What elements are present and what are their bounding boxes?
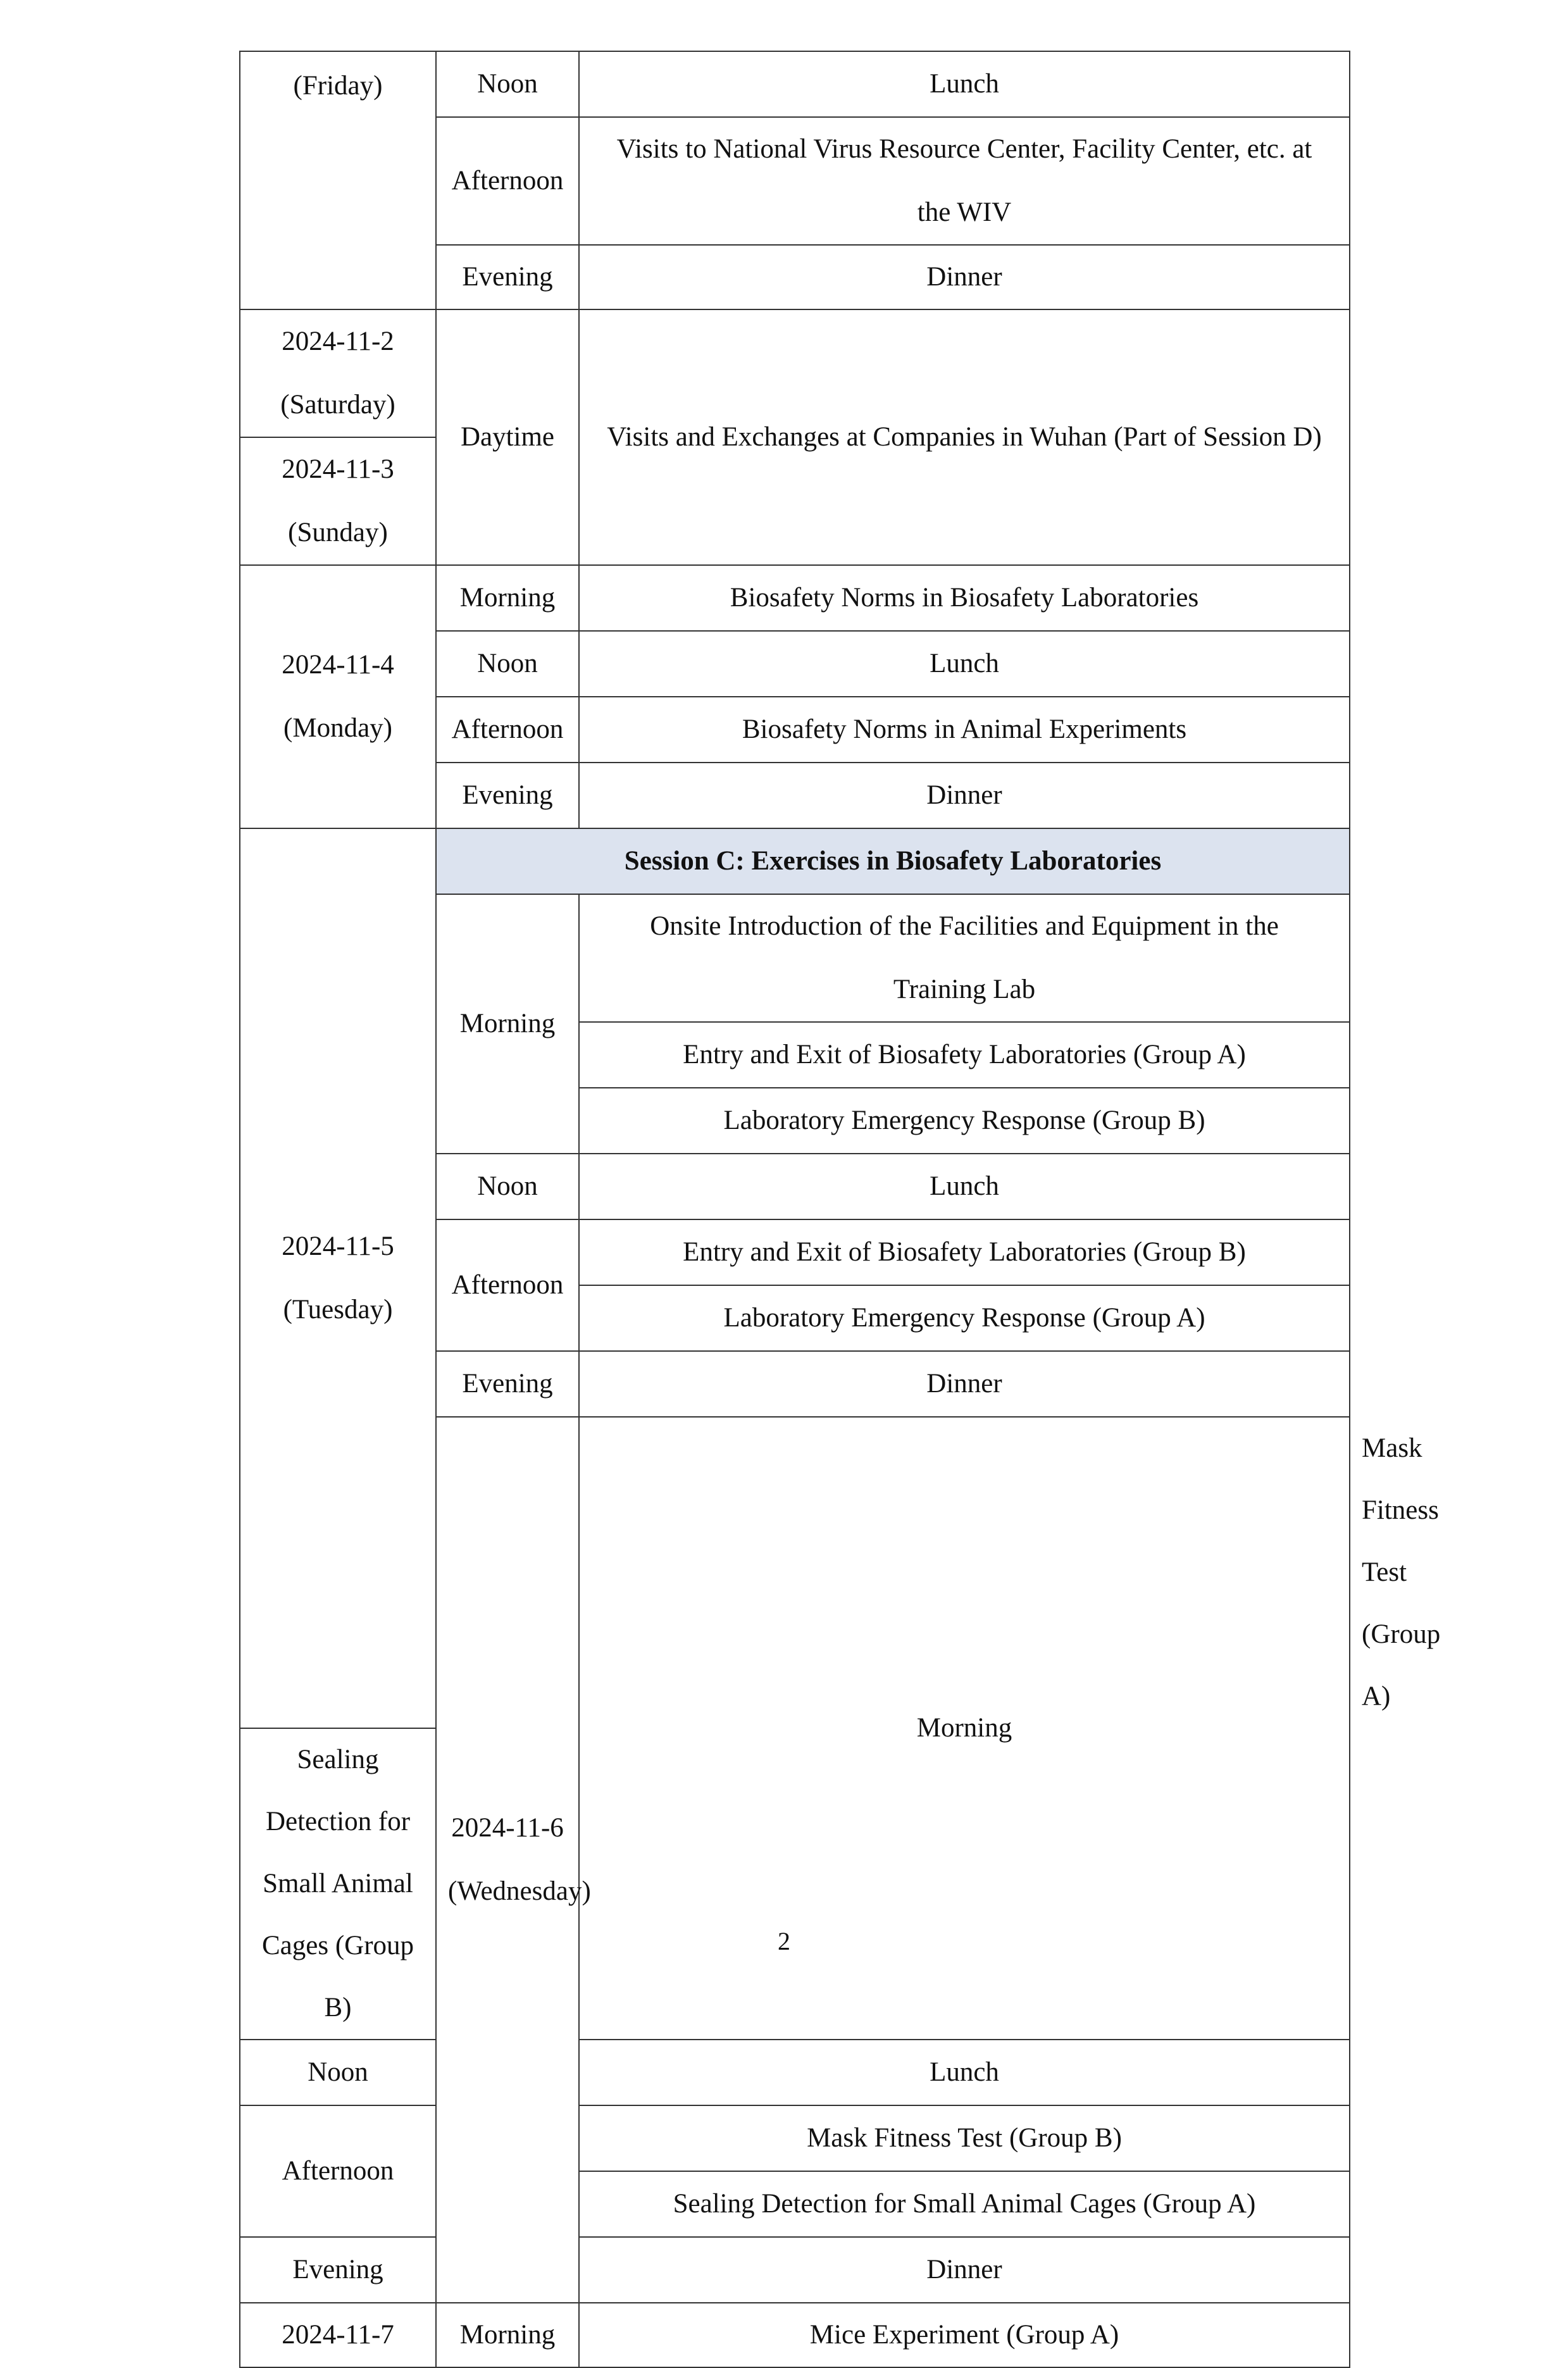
time-cell: Noon: [436, 631, 579, 697]
activity-line: Training Lab: [893, 975, 1036, 1004]
date-day: (Tuesday): [283, 1295, 393, 1324]
table-row: [240, 2303, 1350, 2367]
activity-cell: Laboratory Emergency Response (Group A): [579, 1285, 1350, 1351]
date-cell: 2024-11-7: [240, 2303, 436, 2367]
activity-cell: Lunch: [579, 1154, 1350, 1219]
time-cell: Evening: [436, 245, 579, 309]
date-value: 2024-11-3: [282, 454, 394, 484]
table-row: [240, 828, 1350, 894]
time-cell: Daytime: [436, 309, 579, 565]
activity-cell: [579, 117, 1350, 245]
time-cell: Afternoon: [240, 2105, 436, 2237]
time-cell: Morning: [436, 2303, 579, 2367]
activity-cell: Sealing Detection for Small Animal Cages (Group A): [579, 2171, 1350, 2237]
date-cell: [240, 828, 436, 1728]
time-cell: Evening: [240, 2237, 436, 2303]
time-cell: Afternoon: [436, 697, 579, 763]
date-day: (Sunday): [288, 518, 388, 547]
date-day: (Wednesday): [448, 1876, 591, 1906]
time-cell: Evening: [436, 763, 579, 828]
time-cell: Morning: [436, 565, 579, 631]
time-cell: Afternoon: [436, 1219, 579, 1351]
time-cell: Noon: [436, 1154, 579, 1219]
session-header: Session C: Exercises in Biosafety Laboratories: [436, 828, 1350, 894]
time-cell: Afternoon: [436, 117, 579, 245]
date-cell: [240, 309, 436, 437]
activity-cell: Biosafety Norms in Animal Experiments: [579, 697, 1350, 763]
activity-cell: Dinner: [579, 763, 1350, 828]
table-row: [240, 309, 1350, 437]
activity-cell: Entry and Exit of Biosafety Laboratories (Group B): [579, 1219, 1350, 1285]
activity-cell: Mice Experiment (Group A): [579, 2303, 1350, 2367]
activity-line: the WIV: [917, 197, 1012, 227]
table-row: [240, 2105, 1350, 2171]
date-cell: [240, 51, 436, 309]
activity-cell: Dinner: [579, 1351, 1350, 1417]
activity-line: Onsite Introduction of the Facilities and Equipment in the: [650, 911, 1279, 941]
table-row: [240, 565, 1350, 631]
date-cell: [240, 437, 436, 565]
table-row: [240, 2237, 1350, 2303]
activity-cell: Laboratory Emergency Response (Group B): [579, 1088, 1350, 1154]
date-value: 2024-11-4: [282, 650, 394, 680]
activity-cell: Visits and Exchanges at Companies in Wuhan (Part of Session D): [579, 309, 1350, 565]
date-day: (Friday): [293, 71, 383, 101]
date-day: (Monday): [283, 713, 392, 743]
time-cell: Noon: [436, 51, 579, 117]
time-cell: Morning: [436, 894, 579, 1154]
activity-cell: Lunch: [579, 631, 1350, 697]
activity-cell: Mask Fitness Test (Group B): [579, 2105, 1350, 2171]
date-cell: [240, 565, 436, 828]
table-row: 2024-11-6 (Wednesday) Morning Mask Fitness Test (Group A): [240, 1417, 1350, 1728]
schedule-table: [239, 51, 1441, 2368]
date-value: 2024-11-5: [282, 1231, 394, 1261]
activity-cell: Dinner: [579, 2237, 1350, 2303]
activity-cell: Sealing Detection for Small Animal Cages (Group B): [240, 1728, 436, 2040]
time-cell: Evening: [436, 1351, 579, 1417]
date-day: (Saturday): [280, 390, 395, 420]
activity-cell: Entry and Exit of Biosafety Laboratories (Group A): [579, 1022, 1350, 1088]
activity-cell: Lunch: [579, 51, 1350, 117]
time-cell: Morning: [579, 1417, 1350, 2040]
activity-cell: Biosafety Norms in Biosafety Laboratories: [579, 565, 1350, 631]
table-row: [240, 2040, 1350, 2105]
activity-cell: [579, 894, 1350, 1022]
table-row: [240, 51, 1350, 117]
activity-cell: Dinner: [579, 245, 1350, 309]
date-value: 2024-11-2: [282, 327, 394, 356]
activity-line: Visits to National Virus Resource Center, Facility Center, etc. at: [616, 134, 1312, 164]
date-cell: [436, 1417, 591, 2303]
page-number: 2: [778, 1927, 790, 1955]
time-cell: Noon: [240, 2040, 436, 2105]
date-value: 2024-11-6: [451, 1813, 564, 1843]
activity-cell: Lunch: [579, 2040, 1350, 2105]
